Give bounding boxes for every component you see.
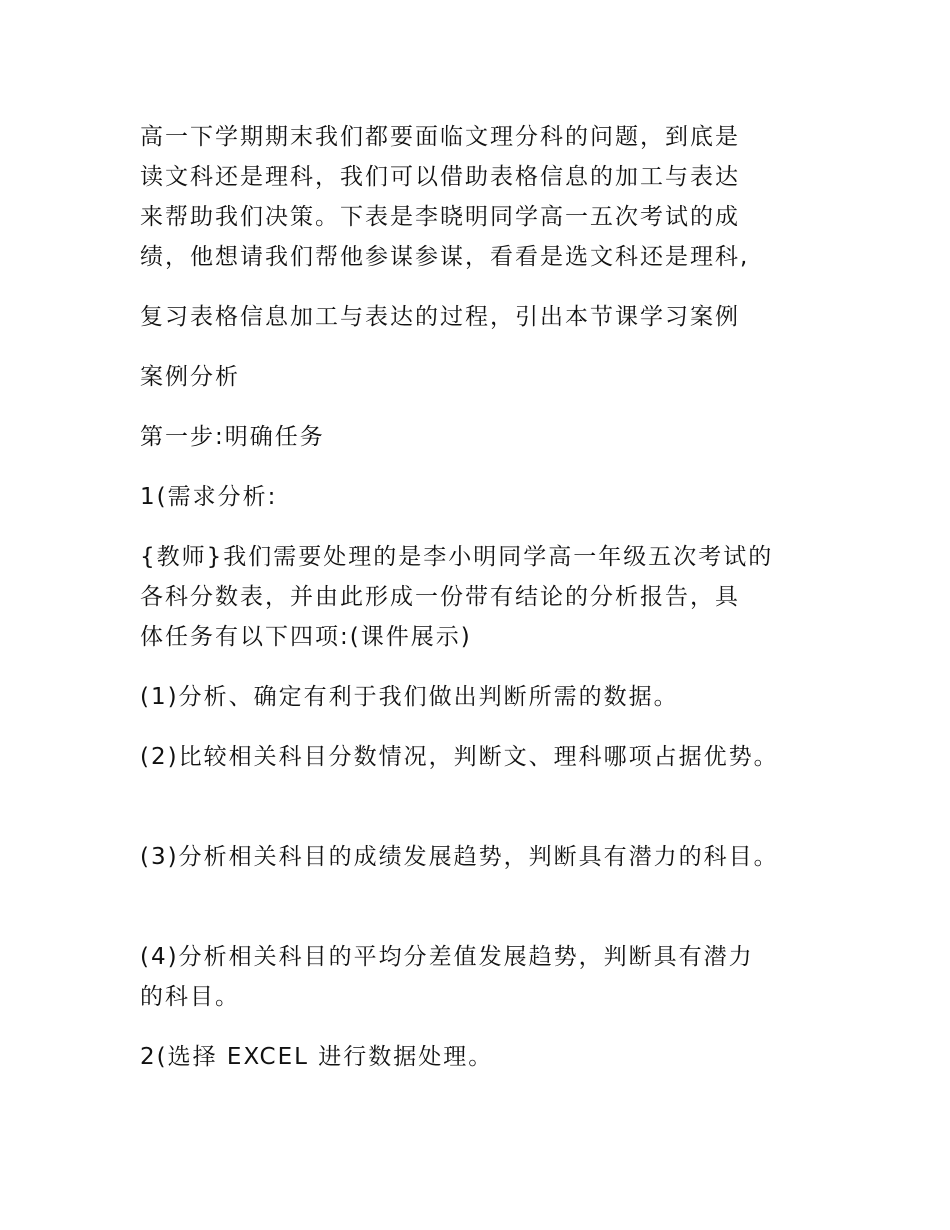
text-line: 读文科还是理科，我们可以借助表格信息的加工与表达 <box>140 164 740 190</box>
task-item-1: (1)分析、确定有利于我们做出判断所需的数据。 <box>140 684 679 710</box>
text-line: 绩，他想请我们帮他参谋参谋，看看是选文科还是理科, <box>140 244 750 270</box>
section-heading: 案例分析 <box>140 364 240 390</box>
text-line: (4)分析相关科目的平均分差值发展趋势，判断具有潜力 <box>140 944 754 970</box>
task-item-2: (2)比较相关科目分数情况，判断文、理科哪项占据优势。 <box>140 744 779 770</box>
text-line: 体任务有以下四项:(课件展示) <box>140 624 472 650</box>
text-line: 各科分数表，并由此形成一份带有结论的分析报告，具 <box>140 584 740 610</box>
text-line: 的科目。 <box>140 984 240 1010</box>
sub-heading: 1(需求分析: <box>140 484 278 510</box>
review-paragraph: 复习表格信息加工与表达的过程，引出本节课学习案例 <box>140 304 740 330</box>
task-item-3: (3)分析相关科目的成绩发展趋势，判断具有潜力的科目。 <box>140 844 779 870</box>
text-line: {教师}我们需要处理的是李小明同学高一年级五次考试的 <box>140 544 774 570</box>
text-line: 来帮助我们决策。下表是李晓明同学高一五次考试的成 <box>140 204 740 230</box>
text-line: 高一下学期期末我们都要面临文理分科的问题，到底是 <box>140 124 740 150</box>
step-heading: 第一步:明确任务 <box>140 424 325 450</box>
sub-heading: 2(选择 EXCEL 进行数据处理。 <box>140 1044 494 1070</box>
